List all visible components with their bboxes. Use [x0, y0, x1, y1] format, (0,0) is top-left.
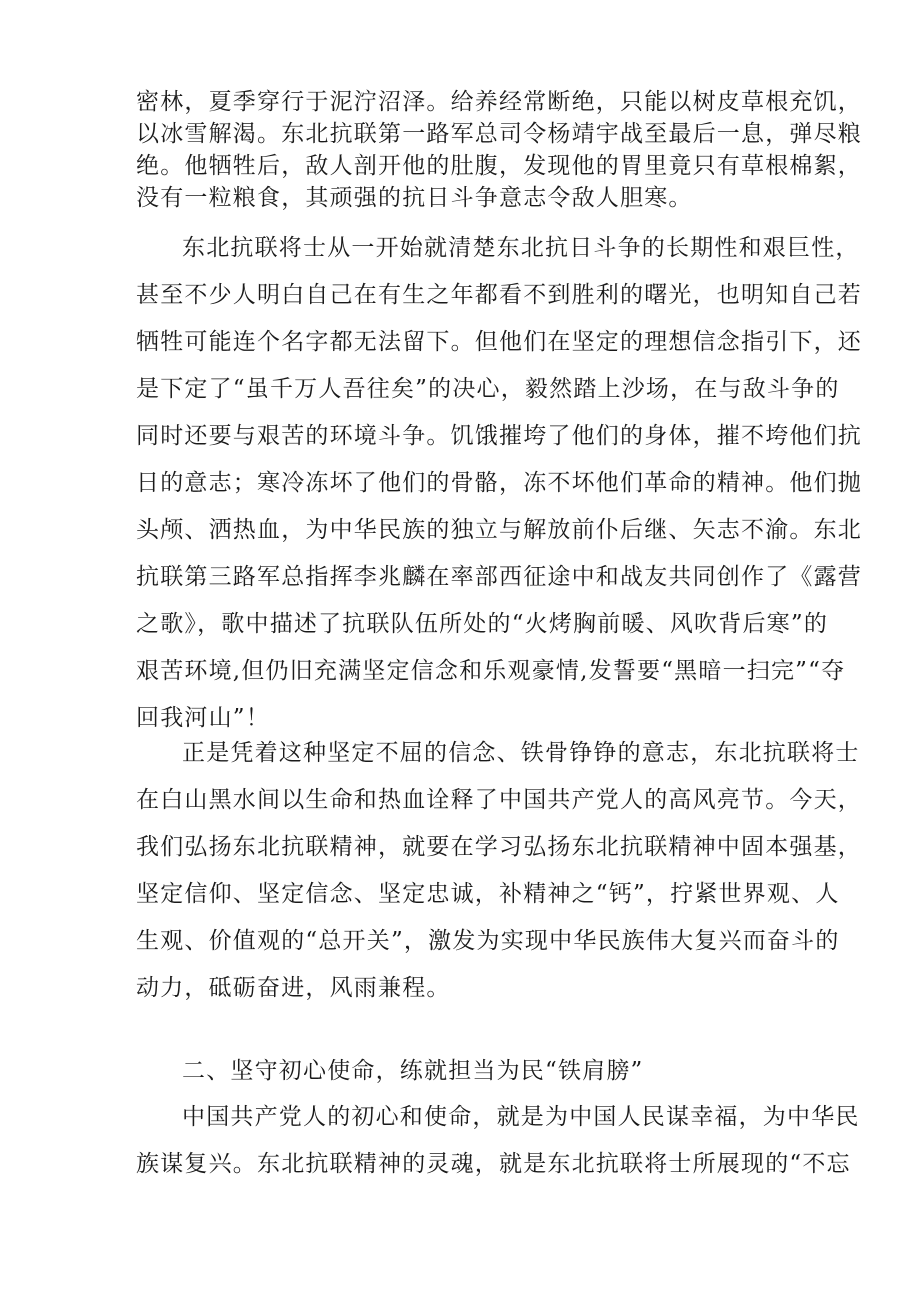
paragraph-line: 回我河山”！ [136, 705, 270, 731]
paragraph-line: 东北抗联将士从一开始就清楚东北抗日斗争的长期性和艰巨性， [182, 235, 860, 261]
paragraph-line: 日的意志；寒冷冻坏了他们的骨骼，冻不坏他们革命的精神。他们抛 [136, 470, 862, 496]
paragraph-line: 没有一粒粮食，其顽强的抗日斗争意志令敌人胆寒。 [136, 185, 693, 211]
paragraph-line: 坚定信仰、坚定信念、坚定忠诚，补精神之“钙”，拧紧世界观、人 [136, 881, 840, 907]
paragraph-line: 我们弘扬东北抗联精神，就要在学习弘扬东北抗联精神中固本强基， [136, 834, 862, 860]
paragraph-3 [136, 730, 862, 1012]
paragraph-line: 牺牲可能连个名字都无法留下。但他们在坚定的理想信念指引下，还 [136, 329, 862, 355]
paragraph-line: 之歌》，歌中描述了抗联队伍所处的“火烤胸前暖、风吹背后寒”的 [136, 611, 829, 637]
paragraph-line: 在白山黑水间以生命和热血诠释了中国共产党人的高风亮节。今天， [136, 787, 862, 813]
paragraph-line: 头颅、洒热血，为中华民族的独立与解放前仆后继、矢志不渝。东北 [136, 517, 862, 543]
paragraph-line: 生观、价值观的“总开关”，激发为实现中华民族伟大复兴而奋斗的 [136, 928, 840, 954]
section-heading [136, 1048, 796, 1095]
paragraph-line: 正是凭着这种坚定不屈的信念、铁骨铮铮的意志，东北抗联将士 [182, 740, 860, 766]
paragraph-line: 密林，夏季穿行于泥泞沼泽。给养经常断绝，只能以树皮草根充饥， [136, 89, 862, 115]
section-heading-text: 二、坚守初心使命，练就担当为民“铁肩膀” [182, 1058, 644, 1084]
paragraph-2 [136, 225, 862, 742]
paragraph-line: 是下定了“虽千万人吾往矣”的决心，毅然踏上沙场，在与敌斗争的 [136, 376, 840, 402]
paragraph-line: 艰苦环境,但仍旧充满坚定信念和乐观豪情,发誓要“黑暗一扫完”“夺 [136, 658, 846, 684]
paragraph-line: 族谋复兴。东北抗联精神的灵魂，就是东北抗联将士所展现的“不忘 [136, 1151, 851, 1177]
paragraph-line: 动力，砥砺奋进，风雨兼程。 [136, 975, 451, 1001]
paragraph-line: 以冰雪解渴。东北抗联第一路军总司令杨靖宇战至最后一息，弹尽粮 [136, 121, 862, 147]
paragraph-4 [136, 1094, 860, 1188]
paragraph-1 [136, 86, 862, 214]
paragraph-line: 甚至不少人明白自己在有生之年都看不到胜利的曙光，也明知自己若 [136, 282, 862, 308]
paragraph-line: 抗联第三路军总指挥李兆麟在率部西征途中和战友共同创作了《露营 [136, 564, 862, 590]
paragraph-line: 同时还要与艰苦的环境斗争。饥饿摧垮了他们的身体，摧不垮他们抗 [136, 423, 862, 449]
paragraph-line: 中国共产党人的初心和使命，就是为中国人民谋幸福，为中华民 [182, 1104, 860, 1130]
paragraph-line: 绝。他牺牲后，敌人剖开他的肚腹，发现他的胃里竟只有草根棉絮， [136, 153, 862, 179]
